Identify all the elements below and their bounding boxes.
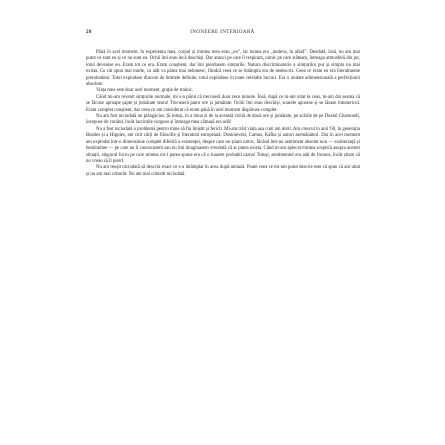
body-text xyxy=(86,50,360,178)
paragraph: Nu a fost niciodată o problemă pentru mine să fiu liniștit și fericit. Mi-am trăit viața așa cum am dorit. Am crescut în anii '60, în generația Beatles și a Hippies, am citit cărți de filosofie și literatură europeană: Dostoievski, Camus, Kafka și autori asemănători. Dar în acel moment am explodat într-o dimensiune complet diferită a existenței, despre care nu știam nimic, făcând într-un sentiment absolut nou — exuberanță și beatitudine — pe care nu îl cunoscusem sau nu îmi imaginasem vreodată că ar putea exista. Când m-am aplecat mintea sceptică asupra acestei situații, singurul lucru pe care mintea mi-l putea spune era că o luasem probabil razna! Totuși, sentimentul era atât de frumos, încât știam că nu vreau să îl pierd. xyxy=(86,126,360,164)
paragraph: Până în acel moment, în experiența mea, corpul și mintea mea erau „eu”, iar lumea era „undeva, în afară”. Deodată, însă, nu am mai putut ce sunt eu și ce nu sunt eu. Ochii îmi erau încă deschiși. Dar atunci pe care îl respiram, nimic pe care stăteam, întreaga atmosferă din jur, totul devenise eu. Eram tot ce era. Eram conștient, dar îmi pierdusem simțurile. Natura discriminatorie a simțurilor pur și simplu nu mai exista. Cu cât spun mai multe, cu atât va părea mai nebunesc, fiindcă ceea ce se întâmpla era de nedescris. Ceea ce eram eu era literalmente pretutindeni. Totul explodase dincolo de limitele definite; totul explodase în toate celelalte lucruri. Era o unitate adimensională a perfecțiunii absolute. xyxy=(86,50,360,88)
paragraph: Când mi-am revenit simțurile normale, mi s-a părut că trecuseră doar zece minute. Însă, după ce m-am uitat la ceas, m-am dat seama că se făcuse aproape șapte și jumătate seara! Trecuseră patru ore și jumătate. Ochii îmi erau deschiși, soarele apusese și se lăsase întunericul. Eram complet conștient, dar ceea ce am considerat că eram până în acel moment dispăruse complet. xyxy=(86,94,360,113)
paragraph: Nu am fost niciodată un plângăcios. Și totuși, în a doua zi de la această vizită de două ore și jumătate, pe scările de pe Dealul Chamundi, începuse de curând, încât lacrimile curgeau și întreaga mea cămașă era udă! xyxy=(86,114,360,126)
page-number: 20 xyxy=(86,30,92,35)
running-head: INONEERE INTERIOARĂ xyxy=(190,30,255,35)
page-header xyxy=(86,30,359,40)
paragraph: Viața mea este doar acel moment, grație de trainic. xyxy=(96,88,194,94)
paragraph: Nu am reușit niciodată să descriu exact ce s-a întâmplat în acea după-amiază. Poate ceea ce mi-am putut descrie este că spun că am uitat și nu am mai coborât. Nu am mai coborât niciodată. xyxy=(86,165,360,177)
